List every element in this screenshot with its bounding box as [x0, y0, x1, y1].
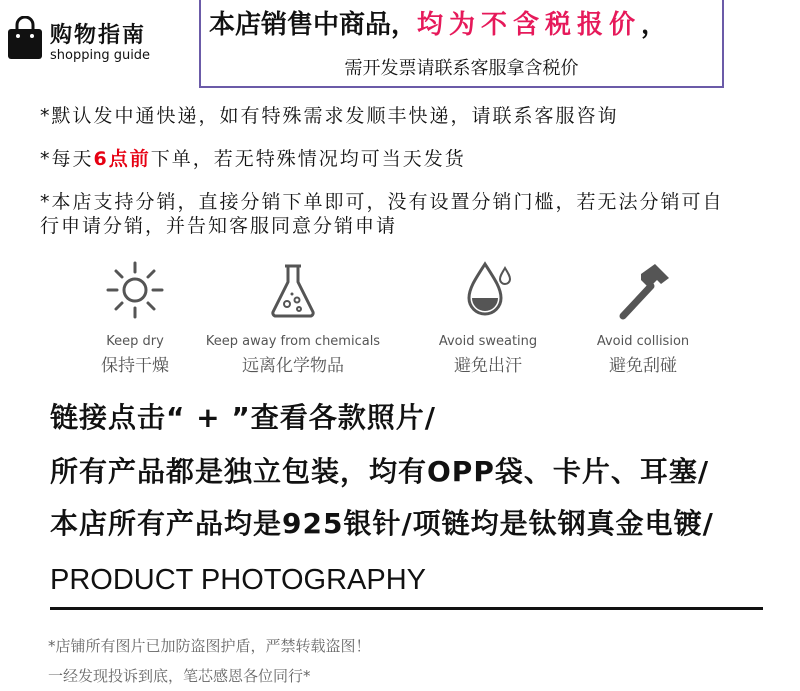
shopping-guide-logo	[6, 8, 176, 68]
tax-notice-highlight: 均为不含税报价	[417, 10, 642, 40]
care-avoid-sweating	[398, 258, 578, 376]
care-label-en: Keep dry	[106, 334, 164, 349]
care-label-en: Avoid sweating	[438, 334, 538, 349]
complaint-note: 一经发现投诉到底，笔芯感恩各位同行*	[48, 667, 311, 685]
care-label-cn: 保持干燥	[101, 356, 169, 376]
care-label-en: Keep away from chemicals	[205, 334, 381, 349]
copyright-note: *店铺所有图片已加防盗图护盾，严禁转载盗图！	[48, 637, 371, 655]
care-keep-away-chemicals	[203, 258, 383, 376]
flask-icon	[261, 258, 325, 322]
care-label-cn: 远离化学物品	[242, 356, 344, 376]
water-drop-icon	[456, 258, 520, 322]
hammer-icon	[611, 258, 675, 322]
shopping-bag-icon	[6, 16, 44, 60]
rule-same-day-prefix: *每天	[40, 148, 94, 170]
tax-notice-suffix: ，	[641, 10, 668, 40]
care-keep-dry	[45, 258, 225, 376]
care-label-cn: 避免出汗	[454, 356, 522, 376]
logo-title-cn: 购物指南	[50, 23, 147, 48]
invoice-notice: 需开发票请联系客服拿含税价	[344, 58, 579, 79]
info-line-packaging: 所有产品都是独立包装，均有OPP袋、卡片、耳塞/	[50, 455, 710, 488]
rule-same-day	[40, 147, 466, 171]
rule-same-day-highlight: 6点前	[93, 148, 151, 170]
care-label-cn: 避免刮碰	[609, 356, 677, 376]
care-label-en: Avoid collision	[596, 334, 690, 349]
info-line-materials: 本店所有产品均是925银针/项链均是钛钢真金电镀/	[50, 507, 714, 540]
tax-notice-prefix: 本店销售中商品，	[209, 10, 418, 40]
rule-same-day-suffix: 下单，若无特殊情况均可当天发货	[150, 148, 466, 170]
sun-icon	[103, 258, 167, 322]
tax-notice-line1	[209, 4, 667, 41]
divider	[50, 607, 763, 610]
logo-title-en: shopping guide	[50, 48, 151, 63]
info-line-photos: 链接点击“ + ”查看各款照片/	[50, 401, 436, 434]
rule-distribution: *本店支持分销，直接分销下单即可，没有设置分销门槛，若无法分销可自行申请分销，并告知客服同意分销申请	[40, 191, 724, 237]
product-photography-heading: PRODUCT PHOTOGRAPHY	[50, 564, 426, 596]
tax-notice-box	[199, 0, 724, 88]
care-avoid-collision	[553, 258, 733, 376]
rule-express: *默认发中通快递，如有特殊需求发顺丰快递，请联系客服咨询	[40, 105, 619, 127]
care-instructions	[70, 258, 730, 378]
